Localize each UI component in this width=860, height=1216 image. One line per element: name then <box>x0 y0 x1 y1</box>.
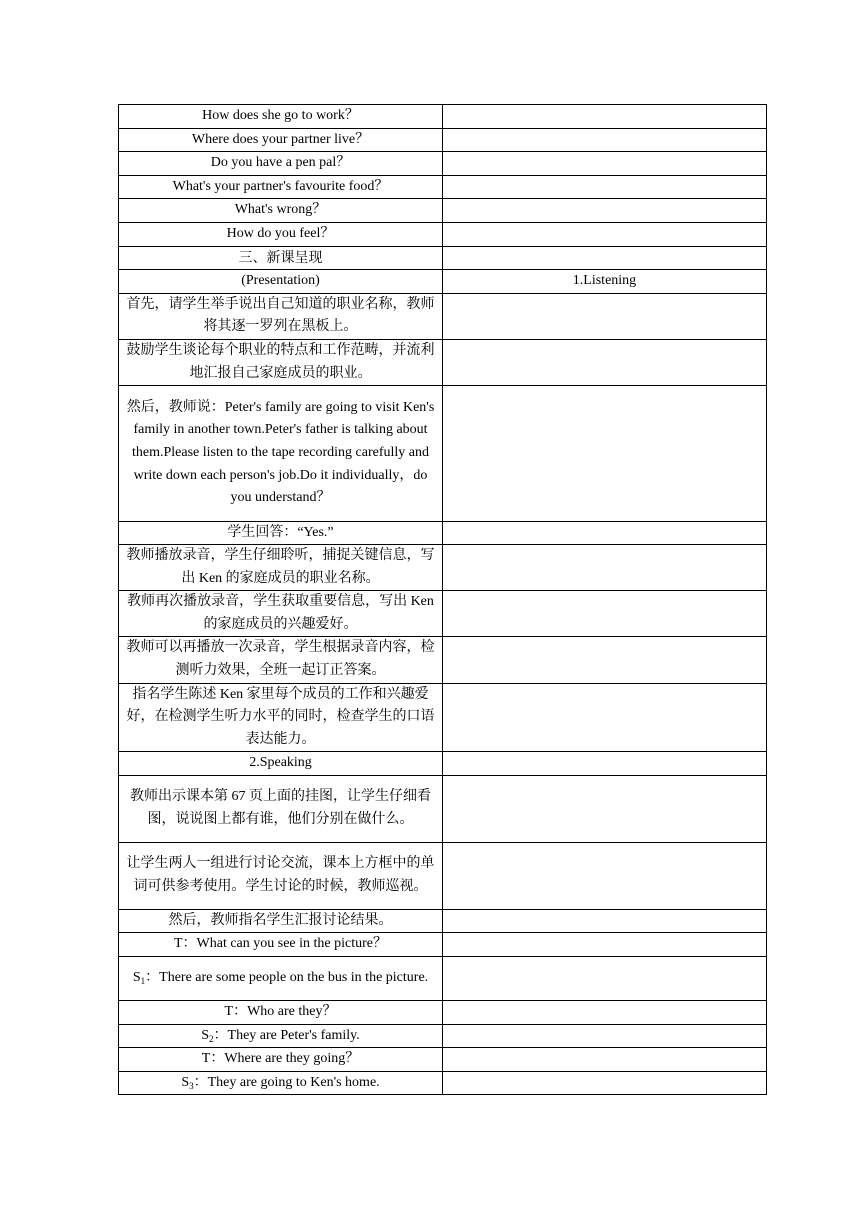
table-cell-left: 教师可以再播放一次录音，学生根据录音内容，检测听力效果，全班一起订正答案。 <box>119 637 443 683</box>
table-row <box>119 175 767 199</box>
table-cell-right <box>443 933 767 957</box>
table-row <box>119 1048 767 1072</box>
table-cell-right <box>443 175 767 199</box>
table-cell-left: How do you feel？ <box>119 222 443 246</box>
table-cell-left: 教师播放录音，学生仔细聆听，捕捉关键信息，写出 Ken 的家庭成员的职业名称。 <box>119 545 443 591</box>
table-row <box>119 199 767 223</box>
table-cell-right <box>443 222 767 246</box>
table-cell-right <box>443 128 767 152</box>
table-cell-right <box>443 152 767 176</box>
table-row <box>119 933 767 957</box>
speaker-label: $S_2$ <box>201 1027 214 1044</box>
table-cell-left: What's your partner's favourite food？ <box>119 175 443 199</box>
table-cell-right <box>443 909 767 933</box>
table-row <box>119 752 767 776</box>
dialogue-text: ：They are Peter's family. <box>213 1027 360 1043</box>
table-cell-right <box>443 842 767 909</box>
table-row <box>119 956 767 1000</box>
section-heading: 三、新课呈现 <box>119 246 443 270</box>
table-cell-right <box>443 339 767 385</box>
table-cell-left: 学生回答：“Yes.” <box>119 521 443 545</box>
table-row <box>119 128 767 152</box>
table-cell-right <box>443 956 767 1000</box>
table-cell-left: 让学生两人一组进行讨论交流，课本上方框中的单词可供参考使用。学生讨论的时候，教师巡视。 <box>119 842 443 909</box>
table-row <box>119 1024 767 1048</box>
table-row <box>119 637 767 683</box>
table-cell-left: 然后，教师指名学生汇报讨论结果。 <box>119 909 443 933</box>
table-cell-right <box>443 199 767 223</box>
table-row <box>119 1071 767 1095</box>
table-row <box>119 1001 767 1025</box>
table-row <box>119 270 767 294</box>
table-cell-left <box>119 1071 443 1095</box>
table-cell-right <box>443 752 767 776</box>
table-cell-left: 鼓励学生谈论每个职业的特点和工作范畴，并流利地汇报自己家庭成员的职业。 <box>119 339 443 385</box>
lesson-plan-table <box>118 104 767 1095</box>
table-cell-right <box>443 683 767 752</box>
table-cell-right <box>443 1024 767 1048</box>
table-row <box>119 105 767 129</box>
table-row <box>119 842 767 909</box>
table-cell-left: Where does your partner live？ <box>119 128 443 152</box>
table-cell-left: How does she go to work？ <box>119 105 443 129</box>
table-cell-left <box>119 1024 443 1048</box>
table-cell-left: T：Where are they going？ <box>119 1048 443 1072</box>
table-cell-left: 2.Speaking <box>119 752 443 776</box>
dialogue-text: ：There are some people on the bus in the picture. <box>145 970 429 986</box>
table-cell-left: T：What can you see in the picture？ <box>119 933 443 957</box>
table-row <box>119 776 767 843</box>
table-cell-right <box>443 776 767 843</box>
table-row <box>119 591 767 637</box>
table-cell-right <box>443 1001 767 1025</box>
table-row <box>119 545 767 591</box>
table-row <box>119 222 767 246</box>
table-cell-left: 首先，请学生举手说出自己知道的职业名称，教师将其逐一罗列在黑板上。 <box>119 293 443 339</box>
table-row <box>119 386 767 521</box>
table-cell-right <box>443 521 767 545</box>
table-cell-right: 1.Listening <box>443 270 767 294</box>
table-cell-left <box>119 956 443 1000</box>
table-cell-left: 教师再次播放录音，学生获取重要信息，写出 Ken 的家庭成员的兴趣爱好。 <box>119 591 443 637</box>
table-row <box>119 293 767 339</box>
table-cell-right <box>443 246 767 270</box>
table-cell-left: T：Who are they？ <box>119 1001 443 1025</box>
table-cell-right <box>443 386 767 521</box>
table-cell-right <box>443 545 767 591</box>
speaker-label: $S_3$ <box>181 1074 194 1091</box>
table-cell-right <box>443 637 767 683</box>
table-cell-left: Do you have a pen pal？ <box>119 152 443 176</box>
speaker-label: $S_1$ <box>132 970 146 987</box>
table-cell-left: (Presentation) <box>119 270 443 294</box>
table-row <box>119 909 767 933</box>
section-heading-row <box>119 246 767 270</box>
table-row <box>119 339 767 385</box>
dialogue-text: ：They are going to Ken's home. <box>193 1074 380 1090</box>
table-row <box>119 521 767 545</box>
table-cell-left: 然后，教师说：Peter's family are going to visit Ken's family in another town.Peter's father is talking about them.Please listen to the tape recording carefully and write down each person's job.Do it individually，do you understand？ <box>119 386 443 521</box>
table-cell-right <box>443 591 767 637</box>
table-row <box>119 152 767 176</box>
table-row <box>119 683 767 752</box>
table-cell-left: 教师出示课本第 67 页上面的挂图，让学生仔细看图，说说图上都有谁，他们分别在做什么。 <box>119 776 443 843</box>
table-cell-right <box>443 1048 767 1072</box>
table-cell-right <box>443 105 767 129</box>
table-cell-right <box>443 293 767 339</box>
table-cell-right <box>443 1071 767 1095</box>
table-cell-left: 指名学生陈述 Ken 家里每个成员的工作和兴趣爱好，在检测学生听力水平的同时，检查学生的口语表达能力。 <box>119 683 443 752</box>
table-cell-left: What's wrong？ <box>119 199 443 223</box>
